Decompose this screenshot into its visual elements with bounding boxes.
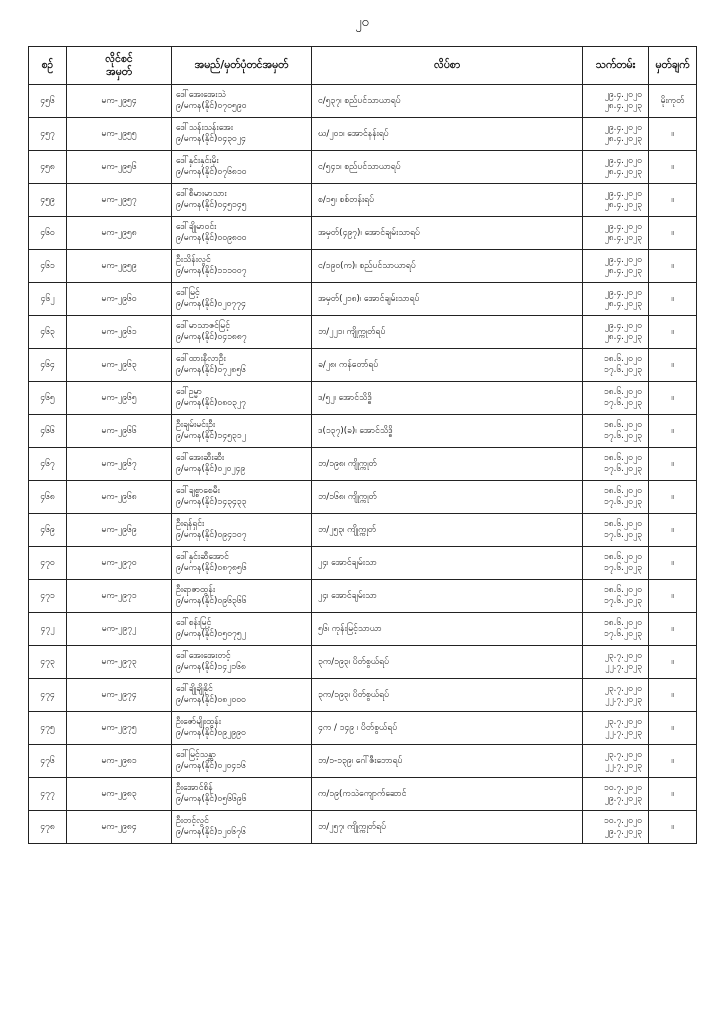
date-to: ၂၈.၄.၂၀၂၃ xyxy=(604,167,642,177)
cell-validity xyxy=(583,184,649,217)
cell-remark: ။ xyxy=(649,745,697,778)
table-row xyxy=(29,118,697,151)
table-row xyxy=(29,184,697,217)
cell-no: ၄၆၃ xyxy=(29,316,67,349)
cell-license: မက-၂၉၆၃ xyxy=(67,349,172,382)
cell-license: မက-၂၉၅၆ xyxy=(67,151,172,184)
date-from: ၂၉.၄.၂၀၂၀ xyxy=(604,156,642,166)
cell-name xyxy=(172,778,312,811)
cell-validity xyxy=(583,151,649,184)
header-address: လိပ်စာ xyxy=(312,47,583,85)
date-to: ၂၈.၄.၂၀၂၃ xyxy=(604,200,642,210)
cell-validity xyxy=(583,712,649,745)
nrc-number: ၉/မကန(နိုင်)၀၂၀၄၁၆ xyxy=(176,761,246,771)
cell-remark: ။ xyxy=(649,547,697,580)
cell-validity xyxy=(583,679,649,712)
cell-no: ၄၆၂ xyxy=(29,283,67,316)
cell-validity xyxy=(583,415,649,448)
table-row xyxy=(29,382,697,415)
date-from: ၁၈.၆.၂၀၂၀ xyxy=(603,552,642,562)
cell-no: ၄၇၅ xyxy=(29,712,67,745)
date-to: ၁၇.၆.၂၀၂၃ xyxy=(603,398,642,408)
person-name: ဒေါ်မြင့် xyxy=(176,288,200,298)
cell-validity xyxy=(583,349,649,382)
cell-no: ၄၆၉ xyxy=(29,514,67,547)
nrc-number: ၉/မကန(နိုင်)၀၉၆၃၆၆ xyxy=(176,596,247,606)
cell-validity xyxy=(583,514,649,547)
nrc-number: ၉/မကန(နိုင်)၀၅၆၆၉၆ xyxy=(176,794,247,804)
page-number: ၂၀ xyxy=(355,15,369,30)
table-row xyxy=(29,151,697,184)
date-to: ၁၇.၆.၂၀၂၃ xyxy=(603,629,642,639)
cell-no: ၄၆၈ xyxy=(29,481,67,514)
cell-name xyxy=(172,646,312,679)
cell-no: ၄၇၂ xyxy=(29,613,67,646)
cell-validity xyxy=(583,217,649,250)
cell-remark: ။ xyxy=(649,316,697,349)
cell-validity xyxy=(583,811,649,844)
cell-license: မက-၂၉၆၈ xyxy=(67,481,172,514)
cell-name xyxy=(172,382,312,415)
cell-no: ၄၇၀ xyxy=(29,547,67,580)
date-from: ၂၉.၄.၂၀၂၀ xyxy=(604,222,642,232)
cell-address: ၃က/၁၉၃၊ ပိတ်စွယ်ရပ် xyxy=(312,679,583,712)
cell-address: ဘ/၁၆၈၊ ကျိုက္ကုတ် xyxy=(312,481,583,514)
date-from: ၁၈.၆.၂၀၂၀ xyxy=(603,585,642,595)
person-name: ဦးသိန်းလွင် xyxy=(176,255,211,265)
cell-no: ၄၇၄ xyxy=(29,679,67,712)
date-from: ၂၉.၄.၂၀၂၀ xyxy=(604,123,642,133)
cell-address: ၂၄၊ အောင်ချမ်းသာ xyxy=(312,580,583,613)
cell-name xyxy=(172,250,312,283)
header-license-line2: အမှတ် xyxy=(106,65,132,78)
cell-address: ၅၆၊ ကုန်းမြင့်သာယာ xyxy=(312,613,583,646)
cell-address: ဘ/၁-၁၃၉၊ ဂေါ်ဇီးဘောရပ် xyxy=(312,745,583,778)
cell-no: ၄၇၆ xyxy=(29,745,67,778)
cell-license: မက-၂၉၈၃ xyxy=(67,778,172,811)
cell-remark: ။ xyxy=(649,118,697,151)
cell-remark: ။ xyxy=(649,679,697,712)
person-name: ဦးဇော်မျိုးထွန်း xyxy=(176,717,221,727)
cell-name xyxy=(172,514,312,547)
date-from: ၂၃.၇.၂၀၂၀ xyxy=(604,717,642,727)
cell-name xyxy=(172,547,312,580)
date-from: ၁၈.၆.၂၀၂၀ xyxy=(603,387,642,397)
date-from: ၂၃.၇.၂၀၂၀ xyxy=(604,651,642,661)
person-name: ဦးချမ်းမင်းဦး xyxy=(176,420,216,430)
person-name: ဒေါ်ချိုမာဝင်း xyxy=(176,222,217,232)
person-name: ဒေါ်မာသာဇင်မြင့် xyxy=(176,321,230,331)
cell-remark: ။ xyxy=(649,580,697,613)
nrc-number: ၉/မကန(နိုင်)၀၄၃၀၂၄ xyxy=(176,134,246,144)
cell-no: ၄၅၇ xyxy=(29,118,67,151)
nrc-number: ၉/မကန(နိုင်)၀၂၀၂၄၉ xyxy=(176,464,246,474)
date-to: ၂၈.၄.၂၀၂၃ xyxy=(604,134,642,144)
person-name: ဒေါ်စီမားမာသား xyxy=(176,189,227,199)
cell-address: ဘ/၂၂၁၊ ကျိုက္ကုတ်ရပ် xyxy=(312,316,583,349)
cell-no: ၄၅၆ xyxy=(29,85,67,118)
cell-address: အမှတ်(၂၁၈)၊ အောင်ချမ်းသာရပ် xyxy=(312,283,583,316)
cell-license: မက-၂၉၆၀ xyxy=(67,283,172,316)
person-name: ဒေါ်ချိုချိုနိုင် xyxy=(176,684,213,694)
cell-address: င/၅၄၁၊ စည်ပင်သာယာရပ် xyxy=(312,151,583,184)
cell-license: မက-၂၉၅၅ xyxy=(67,118,172,151)
cell-validity xyxy=(583,547,649,580)
cell-license: မက-၂၉၈၄ xyxy=(67,811,172,844)
cell-license: မက-၂၉၆၅ xyxy=(67,382,172,415)
cell-no: ၄၇၃ xyxy=(29,646,67,679)
cell-validity xyxy=(583,481,649,514)
cell-validity xyxy=(583,85,649,118)
date-from: ၂၉.၄.၂၀၂၀ xyxy=(604,90,642,100)
cell-remark: ။ xyxy=(649,250,697,283)
cell-remark: ။ xyxy=(649,778,697,811)
header-name: အမည်/မှတ်ပုံတင်အမှတ် xyxy=(172,47,312,85)
cell-remark: ။ xyxy=(649,811,697,844)
table-row xyxy=(29,580,697,613)
cell-name xyxy=(172,580,312,613)
date-from: ၂၃.၇.၂၀၂၀ xyxy=(604,750,642,760)
cell-address: ဘ/၂၅၃၊ ကျိုက္ကုတ် xyxy=(312,514,583,547)
date-to: ၁၇.၆.၂၀၂၃ xyxy=(603,497,642,507)
nrc-number: ၉/မကန(နိုင်)၁၄၂၁၆၈ xyxy=(176,662,246,672)
cell-license: မက-၂၉၇၃ xyxy=(67,646,172,679)
header-no: စဉ် xyxy=(29,47,67,85)
date-from: ၁၈.၆.၂၀၂၀ xyxy=(603,618,642,628)
date-to: ၂၂.၇.၂၀၂၃ xyxy=(605,728,642,738)
nrc-number: ၉/မကန(နိုင်)၁၁၁၀၀၇ xyxy=(176,266,247,276)
cell-remark: ။ xyxy=(649,283,697,316)
cell-remark: ။ xyxy=(649,613,697,646)
cell-no: ၄၆၄ xyxy=(29,349,67,382)
cell-license: မက-၂၉၇၀ xyxy=(67,547,172,580)
date-from: ၂၉.၄.၂၀၂၀ xyxy=(604,288,642,298)
header-license xyxy=(67,47,172,85)
nrc-number: ၉/မကန(နိုင်)၀၉၂၉၉၀ xyxy=(176,728,246,738)
date-to: ၂၂.၇.၂၀၂၃ xyxy=(605,761,642,771)
date-from: ၁၈.၆.၂၀၂၀ xyxy=(603,486,642,496)
date-to: ၁၇.၆.၂၀၂၃ xyxy=(603,530,642,540)
table-row xyxy=(29,217,697,250)
person-name: ဒေါ်ဥမ္မာ xyxy=(176,387,202,397)
person-name: ဦးရန်ရှင်း xyxy=(176,519,205,529)
cell-name xyxy=(172,85,312,118)
nrc-number: ၉/မကန(နိုင်)၁၄၅၃၁၂ xyxy=(176,431,246,441)
cell-license: မက-၂၉၇၄ xyxy=(67,679,172,712)
person-name: ဦးအောင်စိန် xyxy=(176,783,213,793)
person-name: ဒေါ်မြင့်သန္တာ xyxy=(176,750,217,760)
cell-validity xyxy=(583,580,649,613)
cell-license: မက-၂၉၆၉ xyxy=(67,514,172,547)
cell-name xyxy=(172,217,312,250)
cell-remark: ။ xyxy=(649,217,697,250)
cell-name xyxy=(172,151,312,184)
cell-name xyxy=(172,316,312,349)
cell-validity xyxy=(583,316,649,349)
cell-address: င/၅၃၇၊ စည်ပင်သာယာရပ် xyxy=(312,85,583,118)
date-from: ၁၈.၆.၂၀၂၀ xyxy=(603,420,642,430)
cell-remark: ။ xyxy=(649,151,697,184)
cell-remark: ။ xyxy=(649,415,697,448)
cell-address: ၄က / ၁၄၉ ၊ ပိတ်စွယ်ရပ် xyxy=(312,712,583,745)
table-row xyxy=(29,349,697,382)
cell-remark: ။ xyxy=(649,481,697,514)
table-row xyxy=(29,811,697,844)
table-header-row xyxy=(29,47,697,85)
table-row xyxy=(29,250,697,283)
cell-name xyxy=(172,712,312,745)
cell-name xyxy=(172,415,312,448)
date-to: ၁၇.၆.၂၀၂၃ xyxy=(603,365,642,375)
date-from: ၂၉.၄.၂၀၂၀ xyxy=(604,321,642,331)
date-to: ၂၈.၄.၂၀၂၃ xyxy=(604,299,642,309)
cell-validity xyxy=(583,778,649,811)
date-to: ၁၇.၆.၂၀၂၃ xyxy=(603,464,642,474)
date-to: ၁၇.၆.၂၀၂၃ xyxy=(603,596,642,606)
nrc-number: ၉/မကန(နိုင်)၀၇၀၅၉၀ xyxy=(176,101,247,111)
cell-validity xyxy=(583,382,649,415)
cell-remark: မိုးကုတ် xyxy=(649,85,697,118)
nrc-number: ၉/မကန(နိုင်)၀၅၀၇၅၂ xyxy=(176,629,246,639)
date-to: ၂၂.၇.၂၀၂၃ xyxy=(605,695,642,705)
cell-license: မက-၂၉၅၉ xyxy=(67,250,172,283)
nrc-number: ၉/မကန(နိုင်)၀၈၇၈၅၆ xyxy=(176,563,247,573)
person-name: ဦးတင့်လွင် xyxy=(176,816,209,826)
cell-no: ၄၆၇ xyxy=(29,448,67,481)
cell-address: ဘ/၂၅၇၊ ကျိုက္ကုတ်ရပ် xyxy=(312,811,583,844)
cell-license: မက-၂၉၇၅ xyxy=(67,712,172,745)
person-name: ဒေါ်ထားနီလာဦး xyxy=(176,354,226,364)
cell-name xyxy=(172,481,312,514)
date-to: ၂၉.၇.၂၀၂၃ xyxy=(604,827,642,837)
nrc-number: ၉/မကန(နိုင်)၀၄၁၈၈၇ xyxy=(176,332,247,342)
date-from: ၁၀.၇.၂၀၂၀ xyxy=(603,783,642,793)
cell-no: ၄၇၈ xyxy=(29,811,67,844)
date-from: ၁၈.၆.၂၀၂၀ xyxy=(603,354,642,364)
cell-name xyxy=(172,745,312,778)
date-to: ၂၈.၄.၂၀၂၃ xyxy=(604,332,642,342)
cell-validity xyxy=(583,613,649,646)
header-remark: မှတ်ချက် xyxy=(649,47,697,85)
cell-no: ၄၆၁ xyxy=(29,250,67,283)
cell-address: က/၁၉(ကသဲကျောက်ဆောင် xyxy=(312,778,583,811)
cell-address: င/၁၉၀(က)၊ စည်ပင်သာယာရပ် xyxy=(312,250,583,283)
table-row xyxy=(29,283,697,316)
table-row xyxy=(29,778,697,811)
cell-remark: ။ xyxy=(649,349,697,382)
date-from: ၂၃.၇.၂၀၂၀ xyxy=(604,684,642,694)
person-name: ဒေါ်စန်းမြင့် xyxy=(176,618,212,628)
cell-remark: ။ xyxy=(649,448,697,481)
cell-license: မက-၂၉၅၈ xyxy=(67,217,172,250)
cell-no: ၄၆၆ xyxy=(29,415,67,448)
person-name: ဒေါ်နှင်းဆီအောင် xyxy=(176,552,229,562)
cell-validity xyxy=(583,250,649,283)
cell-address: အမှတ်(၄၉၇)၊ အောင်ချမ်းသာရပ် xyxy=(312,217,583,250)
cell-no: ၄၆၀ xyxy=(29,217,67,250)
cell-remark: ။ xyxy=(649,184,697,217)
cell-license: မက-၂၉၅၇ xyxy=(67,184,172,217)
cell-name xyxy=(172,349,312,382)
cell-license: မက-၂၉၇၂ xyxy=(67,613,172,646)
cell-license: မက-၂၉၆၆ xyxy=(67,415,172,448)
cell-license: မက-၂၉၇၁ xyxy=(67,580,172,613)
table-row xyxy=(29,415,697,448)
person-name: ဒေါ်အေးအေးတင့် xyxy=(176,651,231,661)
table-row xyxy=(29,547,697,580)
cell-remark: ။ xyxy=(649,712,697,745)
table-row xyxy=(29,448,697,481)
date-to: ၁၇.၆.၂၀၂၃ xyxy=(603,431,642,441)
cell-remark: ။ xyxy=(649,382,697,415)
cell-name xyxy=(172,118,312,151)
cell-address: ဒ(၁၃၇)(ခ)၊ အောင်သိဒ္ဓိ xyxy=(312,415,583,448)
nrc-number: ၉/မကန(နိုင်)၀၈၀၃၂၇ xyxy=(176,398,246,408)
person-name: ဒေါ်သန်းသန်းအေး xyxy=(176,123,233,133)
cell-no: ၄၅၉ xyxy=(29,184,67,217)
cell-name xyxy=(172,679,312,712)
person-name: ဒေါ်အေးအေးသဲ xyxy=(176,90,226,100)
nrc-number: ၉/မကန(နိုင်)၀၀၉၈၀၀ xyxy=(176,233,247,243)
cell-address: ခ/၂၈၊ ကန်တော်ရပ် xyxy=(312,349,583,382)
cell-remark: ။ xyxy=(649,646,697,679)
nrc-number: ၉/မကန(နိုင်)၀၇၆၈၁၀ xyxy=(176,167,247,177)
table-row xyxy=(29,316,697,349)
cell-address: ဃ/၂၀၁၊ အောင်နန်းရပ် xyxy=(312,118,583,151)
table-row xyxy=(29,646,697,679)
date-to: ၂၂.၇.၂၀၂၃ xyxy=(605,662,642,672)
cell-validity xyxy=(583,646,649,679)
cell-validity xyxy=(583,745,649,778)
table-row xyxy=(29,481,697,514)
cell-name xyxy=(172,613,312,646)
cell-name xyxy=(172,283,312,316)
nrc-number: ၉/မကန(နိုင်)၁၄၃၄၃၃ xyxy=(176,497,247,507)
cell-validity xyxy=(583,118,649,151)
person-name: ဒေါ်အေးဆီးဆီး xyxy=(176,453,225,463)
person-name: ဦးရာဇာထွန်း xyxy=(176,585,215,595)
cell-no: ၄၅၈ xyxy=(29,151,67,184)
date-to: ၂၉.၇.၂၀၂၃ xyxy=(604,794,642,804)
date-to: ၂၈.၄.၂၀၂၃ xyxy=(604,101,642,111)
cell-address: ဘ/၁၉၈၊ ကျိုက္ကုတ် xyxy=(312,448,583,481)
cell-validity xyxy=(583,448,649,481)
table-row xyxy=(29,85,697,118)
date-from: ၁၈.၆.၂၀၂၀ xyxy=(603,519,642,529)
table-row xyxy=(29,679,697,712)
cell-name xyxy=(172,184,312,217)
date-from: ၂၉.၄.၂၀၂၀ xyxy=(604,189,642,199)
cell-address: စ/၁၅၊ စစ်တန်းရပ် xyxy=(312,184,583,217)
nrc-number: ၉/မကန(နိုင်)၁၂၀၆၇၆ xyxy=(176,827,246,837)
table-row xyxy=(29,712,697,745)
table-row xyxy=(29,514,697,547)
date-from: ၁၀.၇.၂၀၂၀ xyxy=(603,816,642,826)
cell-license: မက-၂၉၆၁ xyxy=(67,316,172,349)
date-to: ၁၇.၆.၂၀၂၃ xyxy=(603,563,642,573)
cell-remark: ။ xyxy=(649,514,697,547)
cell-no: ၄၇၇ xyxy=(29,778,67,811)
table-row xyxy=(29,745,697,778)
cell-address: ၂၄၊ အောင်ချမ်းသာ xyxy=(312,547,583,580)
date-from: ၁၈.၆.၂၀၂၀ xyxy=(603,453,642,463)
cell-address: ၃က/၁၉၃၊ ပိတ်စွယ်ရပ် xyxy=(312,646,583,679)
nrc-number: ၉/မကန(နိုင်)၀၉၄၁၀၇ xyxy=(176,530,247,540)
nrc-number: ၉/မကန(နိုင်)၀၈၂၀၀၀ xyxy=(176,695,246,705)
cell-license: မက-၂၉၈၁ xyxy=(67,745,172,778)
nrc-number: ၉/မကန(နိုင်)၀၇၂၈၅၆ xyxy=(176,365,246,375)
date-to: ၂၈.၄.၂၀၂၃ xyxy=(604,233,642,243)
header-license-line1: လိုင်စင် xyxy=(105,52,133,65)
cell-no: ၄၆၅ xyxy=(29,382,67,415)
date-to: ၂၈.၄.၂၀၂၃ xyxy=(604,266,642,276)
cell-validity xyxy=(583,283,649,316)
header-date: သက်တမ်း xyxy=(583,47,649,85)
cell-license: မက-၂၉၅၄ xyxy=(67,85,172,118)
cell-name xyxy=(172,811,312,844)
cell-name xyxy=(172,448,312,481)
nrc-number: ၉/မကန(နိုင်)၀၄၅၁၄၅ xyxy=(176,200,247,210)
person-name: ဒေါ်နှင်းနှင်းမိုး xyxy=(176,156,219,166)
license-register-table xyxy=(28,46,697,844)
cell-license: မက-၂၉၆၇ xyxy=(67,448,172,481)
date-from: ၂၉.၄.၂၀၂၀ xyxy=(604,255,642,265)
table-row xyxy=(29,613,697,646)
cell-address: ဒ/၅၂၊ အောင်သိဒ္ဓိ xyxy=(312,382,583,415)
cell-no: ၄၇၁ xyxy=(29,580,67,613)
nrc-number: ၉/မကန(နိုင်)၀၂၀၇၇၄ xyxy=(176,299,246,309)
table-body xyxy=(29,85,697,844)
person-name: ဒေါ်ချစ္စာစေမီး xyxy=(176,486,220,496)
